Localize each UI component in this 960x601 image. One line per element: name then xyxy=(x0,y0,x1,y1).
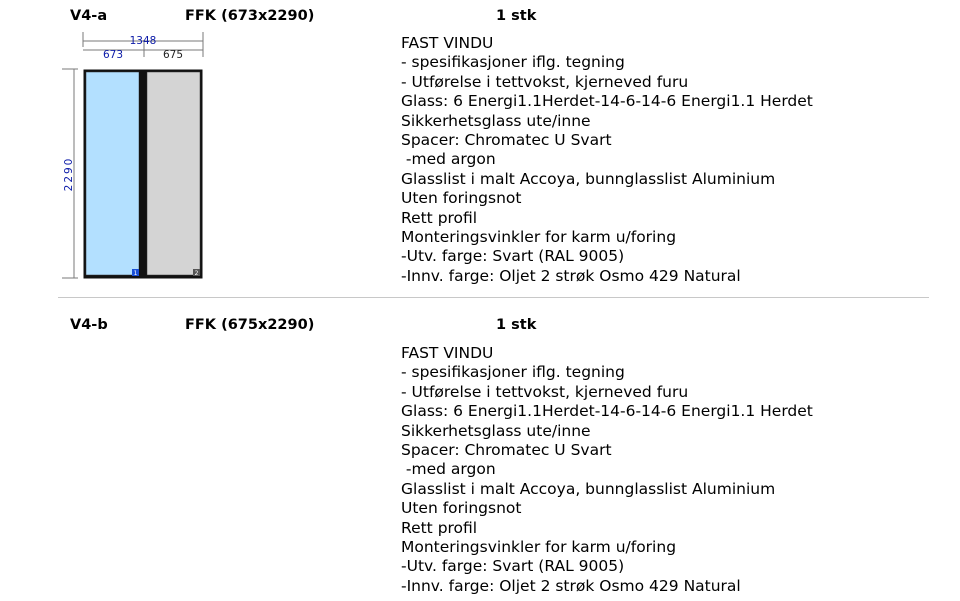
left-width-label: 673 xyxy=(102,49,124,61)
height-label: 2290 xyxy=(63,156,75,192)
mullion xyxy=(139,72,145,275)
spec-line: Spacer: Chromatec U Svart xyxy=(401,131,612,150)
spec-line: - Utførelse i tettvokst, kjerneved furu xyxy=(401,72,689,91)
item-code: FFK (675x2290) xyxy=(185,317,315,333)
total-width-label: 1348 xyxy=(129,35,157,47)
spec-line: Monteringsvinkler for karm u/foring xyxy=(401,538,677,557)
spec-line: -Innv. farge: Oljet 2 strøk Osmo 429 Natural xyxy=(401,576,741,595)
spec-line: - spesifikasjoner iflg. tegning xyxy=(401,53,625,72)
spec-line: FAST VINDU xyxy=(401,34,494,52)
spec-line: Sikkerhetsglass ute/inne xyxy=(401,111,591,130)
right-glass-pane xyxy=(147,72,200,275)
spec-line: -med argon xyxy=(401,150,496,169)
item-id: V4-b xyxy=(70,317,108,333)
spec-line: Glasslist i malt Accoya, bunnglasslist Aluminium xyxy=(401,169,776,188)
spec-line: Sikkerhetsglass ute/inne xyxy=(401,421,591,440)
item-quantity: 1 stk xyxy=(496,317,537,333)
spec-line: Rett profil xyxy=(401,518,478,537)
spec-line: Uten foringsnot xyxy=(401,189,522,208)
window-drawing xyxy=(58,32,208,284)
spec-line: Glass: 6 Energi1.1Herdet-14-6-14-6 Energi1.1 Herdet xyxy=(401,92,813,111)
spec-line: -Innv. farge: Oljet 2 strøk Osmo 429 Natural xyxy=(401,266,741,285)
item-divider xyxy=(58,297,929,298)
pane-number-1: 1 xyxy=(133,270,138,277)
spec-line: - Utførelse i tettvokst, kjerneved furu xyxy=(401,382,689,401)
pane-number-2: 2 xyxy=(194,270,199,277)
spec-line: -med argon xyxy=(401,460,496,479)
spec-line: -Utv. farge: Svart (RAL 9005) xyxy=(401,247,625,266)
item-quantity: 1 stk xyxy=(496,8,537,24)
spec-line: Glasslist i malt Accoya, bunnglasslist Aluminium xyxy=(401,479,776,498)
left-glass-pane xyxy=(86,72,139,275)
item-specification xyxy=(401,34,813,286)
item-id: V4-a xyxy=(70,8,108,24)
spec-line: Uten foringsnot xyxy=(401,499,522,518)
right-width-label: 675 xyxy=(162,49,184,61)
item-specification xyxy=(401,344,813,596)
spec-line: Glass: 6 Energi1.1Herdet-14-6-14-6 Energi1.1 Herdet xyxy=(401,402,813,421)
spec-line: Monteringsvinkler for karm u/foring xyxy=(401,228,677,247)
item-code: FFK (673x2290) xyxy=(185,8,315,24)
spec-line: Spacer: Chromatec U Svart xyxy=(401,441,612,460)
spec-line: -Utv. farge: Svart (RAL 9005) xyxy=(401,557,625,576)
spec-line: FAST VINDU xyxy=(401,344,494,362)
spec-line: - spesifikasjoner iflg. tegning xyxy=(401,363,625,382)
spec-line: Rett profil xyxy=(401,208,478,227)
